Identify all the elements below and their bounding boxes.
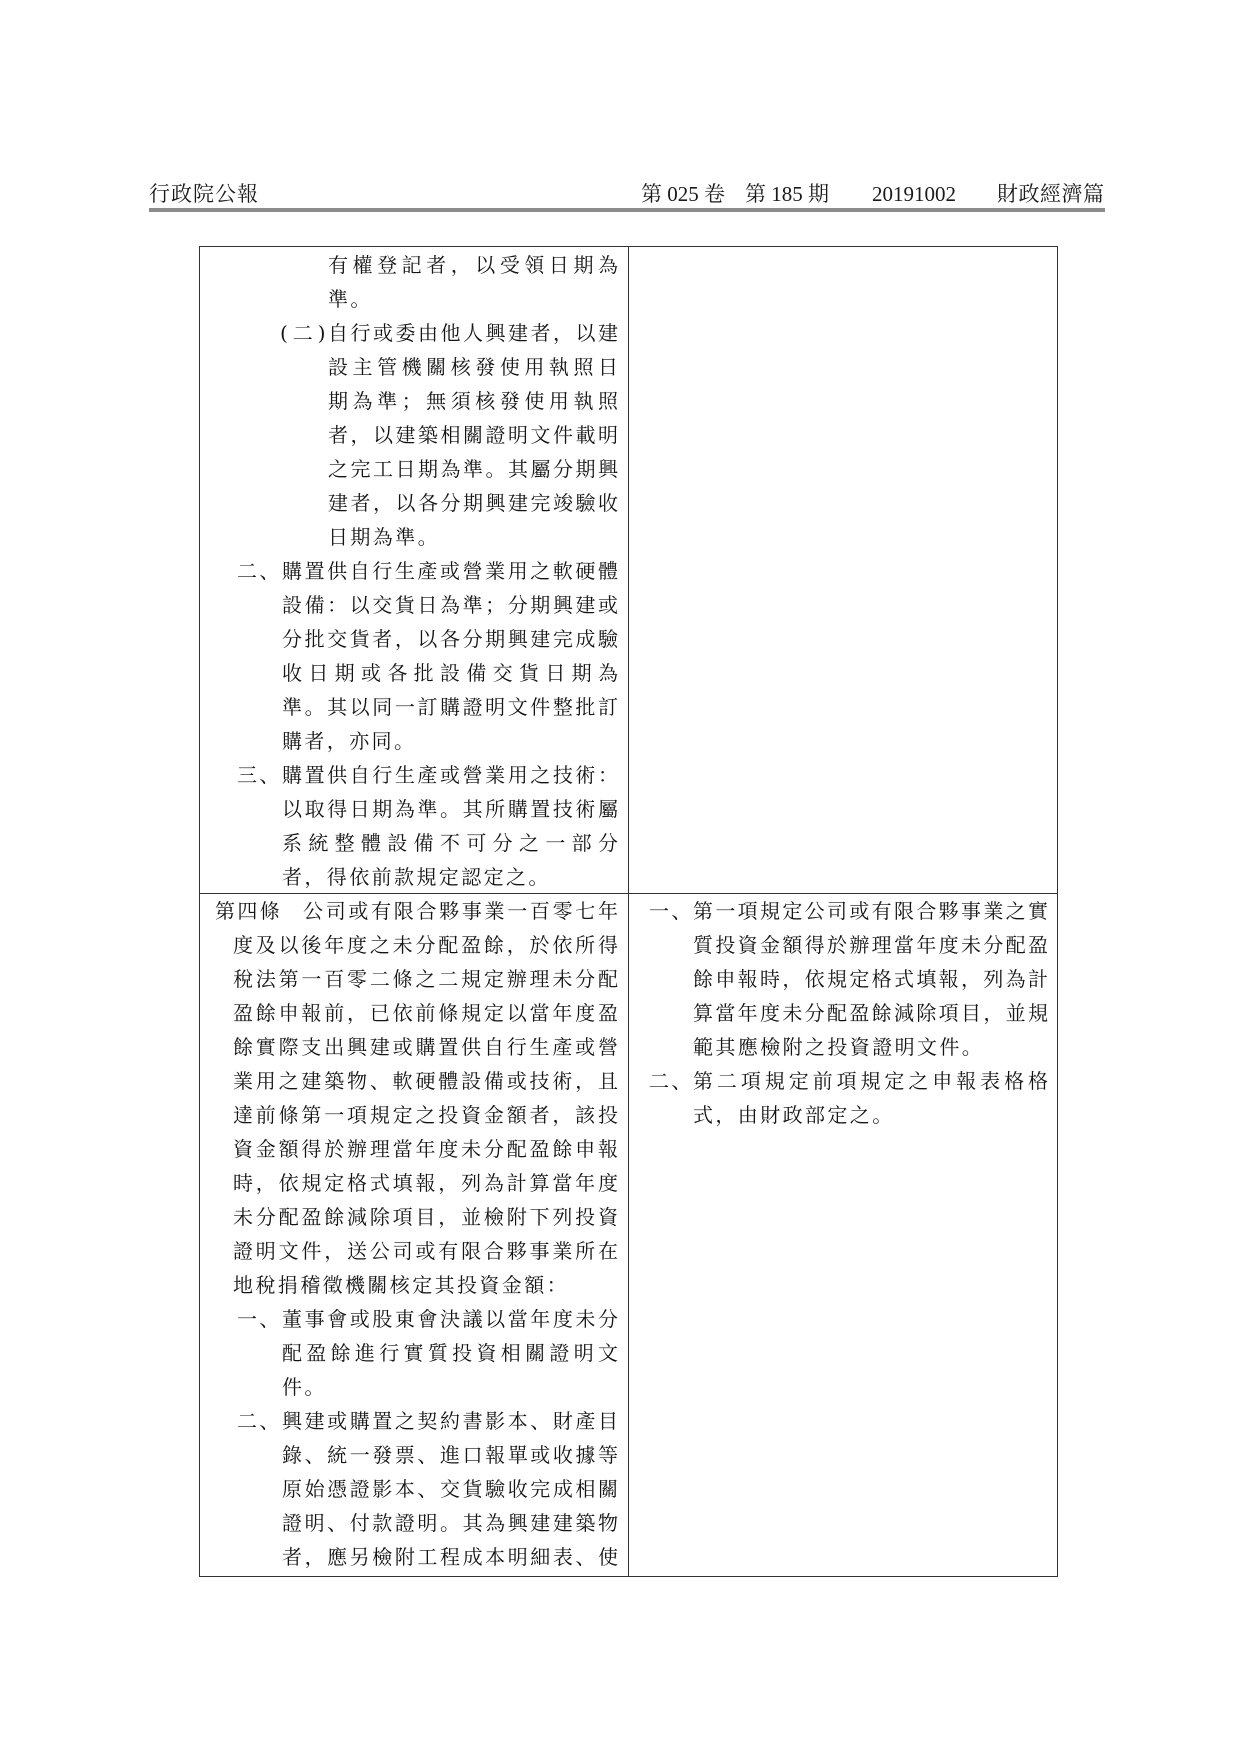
text-line: 配盈餘進行實質投資相關證明文 bbox=[282, 1341, 618, 1365]
text-line: 餘實際支出興建或購置供自行生產或營 bbox=[233, 1035, 618, 1059]
text-row bbox=[629, 1030, 1057, 1064]
text-row bbox=[200, 622, 628, 656]
text-line: 自行或委由他人興建者，以建 bbox=[328, 321, 618, 345]
text-line: 資金額得於辦理當年度未分配盈餘申報 bbox=[233, 1137, 618, 1161]
text-line: 建者，以各分期興建完竣驗收 bbox=[328, 491, 618, 515]
text-line: 質投資金額得於辦理當年度未分配盈 bbox=[693, 933, 1048, 957]
text-row bbox=[200, 1200, 628, 1234]
text-line: 證明文件，送公司或有限合夥事業所在 bbox=[233, 1239, 618, 1263]
text-row bbox=[200, 1098, 628, 1132]
text-line: 度及以後年度之未分配盈餘，於依所得 bbox=[233, 933, 618, 957]
text-row bbox=[200, 282, 628, 316]
text-line: 第二項規定前項規定之申報表格格 bbox=[693, 1069, 1048, 1093]
volume-number: 第 025 卷 bbox=[641, 182, 725, 206]
header-rule bbox=[149, 208, 1105, 212]
text-row bbox=[200, 1132, 628, 1166]
row1-explanation-cell bbox=[629, 247, 1057, 893]
text-row bbox=[200, 928, 628, 962]
article-label: 第四條 bbox=[215, 899, 283, 923]
text-row bbox=[200, 486, 628, 520]
text-row bbox=[200, 1166, 628, 1200]
text-line: 稅法第一百零二條之二規定辦理未分配 bbox=[233, 967, 618, 991]
text-line: 購置供自行生產或營業用之技術： bbox=[282, 763, 618, 787]
text-line: 公司或有限合夥事業一百零七年 bbox=[303, 899, 618, 923]
text-line: 件。 bbox=[282, 1375, 327, 1399]
row2-explanation-cell bbox=[629, 894, 1057, 1576]
text-row bbox=[200, 1370, 628, 1404]
text-line: 系統整體設備不可分之一部分 bbox=[282, 831, 618, 855]
text-row bbox=[200, 452, 628, 486]
text-row bbox=[629, 928, 1057, 962]
text-row bbox=[200, 826, 628, 860]
text-row bbox=[200, 724, 628, 758]
text-line: 有權登記者，以受領日期為 bbox=[328, 253, 618, 277]
item-label: 一、 bbox=[649, 899, 694, 923]
issue-number: 第 185 期 bbox=[745, 182, 829, 206]
item-label: 二、 bbox=[237, 559, 282, 583]
text-row bbox=[200, 1472, 628, 1506]
text-line: 以取得日期為準。其所購置技術屬 bbox=[282, 797, 618, 821]
text-row bbox=[200, 894, 628, 928]
text-row bbox=[200, 520, 628, 554]
text-row bbox=[200, 1404, 628, 1438]
text-line: 準。 bbox=[328, 287, 373, 311]
row2-provision-cell bbox=[200, 894, 628, 1576]
text-row bbox=[200, 792, 628, 826]
text-line: 日期為準。 bbox=[328, 525, 440, 549]
text-line: 之完工日期為準。其屬分期興 bbox=[328, 457, 618, 481]
text-line: 興建或購置之契約書影本、財產目 bbox=[282, 1409, 618, 1433]
text-line: 期為準；無須核發使用執照 bbox=[328, 389, 618, 413]
text-line: 購置供自行生產或營業用之軟硬體 bbox=[282, 559, 618, 583]
text-row bbox=[629, 962, 1057, 996]
text-line: 者，得依前款規定認定之。 bbox=[282, 865, 551, 889]
item-label: 二、 bbox=[649, 1069, 694, 1093]
text-row bbox=[200, 316, 628, 350]
text-row bbox=[200, 962, 628, 996]
text-line: 餘申報時，依規定格式填報，列為計 bbox=[693, 967, 1048, 991]
text-line: 設備：以交貨日為準；分期興建或 bbox=[282, 593, 618, 617]
text-line: 設主管機關核發使用執照日 bbox=[328, 355, 618, 379]
text-line: 式，由財政部定之。 bbox=[693, 1103, 895, 1127]
text-row bbox=[200, 384, 628, 418]
text-row bbox=[200, 1438, 628, 1472]
text-row bbox=[200, 996, 628, 1030]
text-row bbox=[629, 1064, 1057, 1098]
text-row bbox=[629, 894, 1057, 928]
text-line: 達前條第一項規定之投資金額者，該投 bbox=[233, 1103, 618, 1127]
text-row bbox=[629, 996, 1057, 1030]
item-label: 二、 bbox=[237, 1409, 282, 1433]
text-row bbox=[200, 656, 628, 690]
item-label: 一、 bbox=[237, 1307, 282, 1331]
text-line: 錄、統一發票、進口報單或收據等 bbox=[282, 1443, 618, 1467]
row1-provision-cell bbox=[200, 247, 628, 893]
section-name: 財政經濟篇 bbox=[997, 182, 1105, 206]
text-row bbox=[200, 1506, 628, 1540]
text-line: 盈餘申報前，已依前條規定以當年度盈 bbox=[233, 1001, 618, 1025]
text-row bbox=[200, 758, 628, 792]
text-line: 範其應檢附之投資證明文件。 bbox=[693, 1035, 985, 1059]
text-line: 第一項規定公司或有限合夥事業之實 bbox=[693, 899, 1048, 923]
text-row bbox=[200, 248, 628, 282]
text-row bbox=[200, 588, 628, 622]
publication-title: 行政院公報 bbox=[149, 182, 259, 206]
page-header bbox=[149, 179, 1105, 209]
subitem-label: (二) bbox=[280, 321, 331, 345]
text-row bbox=[200, 1540, 628, 1574]
text-row bbox=[200, 418, 628, 452]
item-label: 三、 bbox=[237, 763, 282, 787]
text-row bbox=[200, 554, 628, 588]
text-row bbox=[200, 860, 628, 894]
text-line: 收日期或各批設備交貨日期為 bbox=[282, 661, 618, 685]
text-line: 分批交貨者，以各分期興建完成驗 bbox=[282, 627, 618, 651]
text-line: 證明、付款證明。其為興建建築物 bbox=[282, 1511, 618, 1535]
text-row bbox=[200, 1336, 628, 1370]
text-line: 算當年度未分配盈餘減除項目，並規 bbox=[693, 1001, 1048, 1025]
regulation-table bbox=[199, 246, 1058, 1577]
text-row bbox=[200, 1030, 628, 1064]
text-row bbox=[200, 1268, 628, 1302]
text-row bbox=[200, 1064, 628, 1098]
text-line: 者，應另檢附工程成本明細表、使 bbox=[282, 1545, 618, 1569]
text-line: 未分配盈餘減除項目，並檢附下列投資 bbox=[233, 1205, 618, 1229]
text-row bbox=[200, 690, 628, 724]
text-line: 地稅捐稽徵機關核定其投資金額： bbox=[233, 1273, 569, 1297]
text-line: 者，以建築相關證明文件載明 bbox=[328, 423, 618, 447]
text-line: 原始憑證影本、交貨驗收完成相關 bbox=[282, 1477, 618, 1501]
text-row bbox=[200, 1302, 628, 1336]
text-row bbox=[200, 350, 628, 384]
text-line: 董事會或股東會決議以當年度未分 bbox=[282, 1307, 618, 1331]
text-line: 業用之建築物、軟硬體設備或技術，且 bbox=[233, 1069, 618, 1093]
text-line: 準。其以同一訂購證明文件整批訂 bbox=[282, 695, 618, 719]
issue-date: 20191002 bbox=[872, 182, 956, 206]
text-row bbox=[629, 1098, 1057, 1132]
text-row bbox=[200, 1234, 628, 1268]
text-line: 購者，亦同。 bbox=[282, 729, 417, 753]
text-line: 時，依規定格式填報，列為計算當年度 bbox=[233, 1171, 618, 1195]
